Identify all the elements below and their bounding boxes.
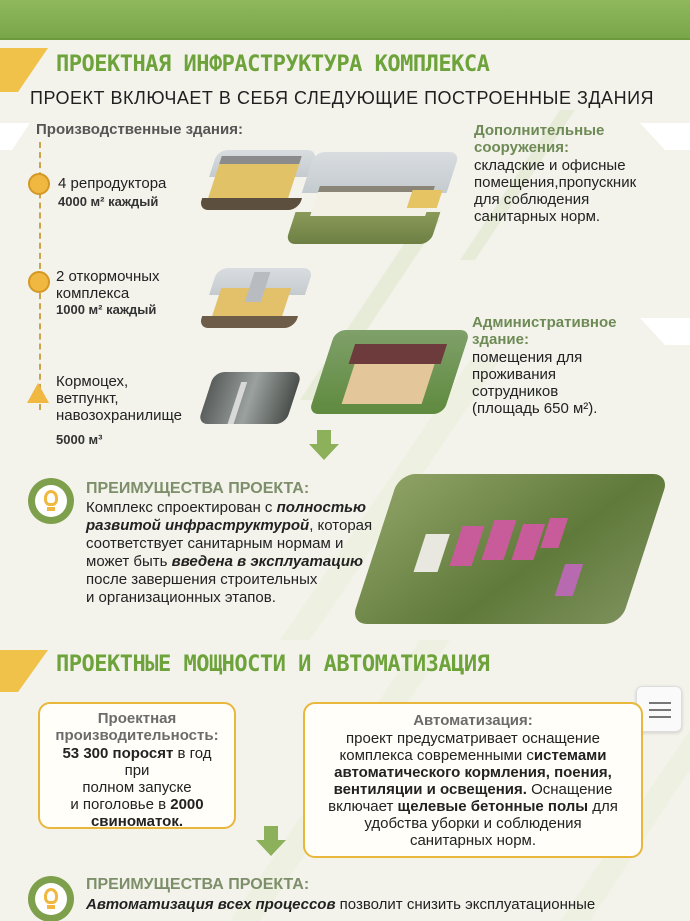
item2-line1: 2 откормочных — [56, 268, 160, 285]
item3-line2: ветпункт, — [56, 390, 119, 407]
item3-line1: Кормоцех, — [56, 373, 129, 390]
flask-icon — [27, 383, 49, 403]
photo-fattening-complex — [198, 268, 313, 328]
advantages-paragraph-2: Автоматизация всех процессов позволит снизить эксплуатационные — [86, 896, 596, 913]
admin-line-4: (площадь 650 м²). — [472, 400, 598, 417]
extra-line-4: санитарных норм. — [474, 208, 601, 225]
extra-line-3: для соблюдения — [474, 191, 590, 208]
photo-aerial-complex — [351, 474, 670, 624]
coins-icon — [28, 271, 50, 293]
lightbulb-icon — [28, 876, 74, 921]
automation-title: Автоматизация: — [413, 712, 533, 729]
advantages-title: ПРЕИМУЩЕСТВА ПРОЕКТА: — [86, 480, 310, 497]
section-title-infrastructure: ПРОЕКТНАЯ ИНФРАСТРУКТУРА КОМПЛЕКСА — [56, 52, 490, 77]
photo-office-building — [285, 152, 460, 244]
extra-line-1: складские и офисные — [474, 157, 626, 174]
admin-line-1: помещения для — [472, 349, 583, 366]
capacity-title-1: Проектная — [97, 710, 177, 727]
extra-title-1: Дополнительные — [474, 122, 605, 139]
admin-title-2: здание: — [472, 331, 529, 348]
section-title-capacity: ПРОЕКТНЫЕ МОЩНОСТИ И АВТОМАТИЗАЦИЯ — [56, 652, 490, 677]
down-arrow-icon — [256, 826, 286, 858]
item1-title: 4 репродуктора — [58, 175, 167, 192]
item3-line3: навозохранилище — [56, 407, 182, 424]
admin-line-3: сотрудников — [472, 383, 559, 400]
item3-volume: 5000 м³ — [56, 432, 103, 447]
photo-feed-mill — [198, 372, 303, 424]
advantages-title-2: ПРЕИМУЩЕСТВА ПРОЕКТА: — [86, 876, 310, 893]
automation-text: проект предусматривает оснащение комплекса современными системами автоматического кормления, поения, вентиляции и освещения. Оснащение включает щелевые бетонные полы для удобства уборки и соблюдения санитарных норм. — [328, 730, 618, 849]
down-arrow-icon — [309, 430, 339, 462]
extra-line-2: помещения,пропускник — [474, 174, 637, 191]
capacity-box — [38, 702, 236, 829]
admin-title-1: Административное — [472, 314, 617, 331]
item1-area: 4000 м² каждый — [58, 194, 159, 209]
section-accent-triangle-2 — [0, 650, 60, 700]
production-label: Производственные здания: — [36, 121, 243, 138]
automation-box — [303, 702, 643, 858]
lightbulb-icon — [28, 478, 74, 524]
capacity-text: 53 300 поросят в год при полном запуске и поголовье в 2000 свиноматок. — [62, 745, 212, 830]
extra-title-2: сооружения: — [474, 139, 569, 156]
item2-line2: комплекса — [56, 285, 130, 302]
capacity-title-2: производительность: — [55, 727, 219, 744]
photo-admin-building — [308, 330, 470, 414]
section-subtitle: ПРОЕКТ ВКЛЮЧАЕТ В СЕБЯ СЛЕДУЮЩИЕ ПОСТРОЕННЫЕ ЗДАНИЯ — [30, 88, 654, 108]
advantages-paragraph: Комплекс спроектирован с полностью развитой инфраструктурой, которая соответствует санитарным нормам и может быть введена в эксплуатацию после завершения строительных и организационных этапов. — [86, 499, 373, 606]
pig-icon — [28, 173, 50, 195]
admin-line-2: проживания — [472, 366, 556, 383]
item2-area: 1000 м² каждый — [56, 302, 157, 317]
